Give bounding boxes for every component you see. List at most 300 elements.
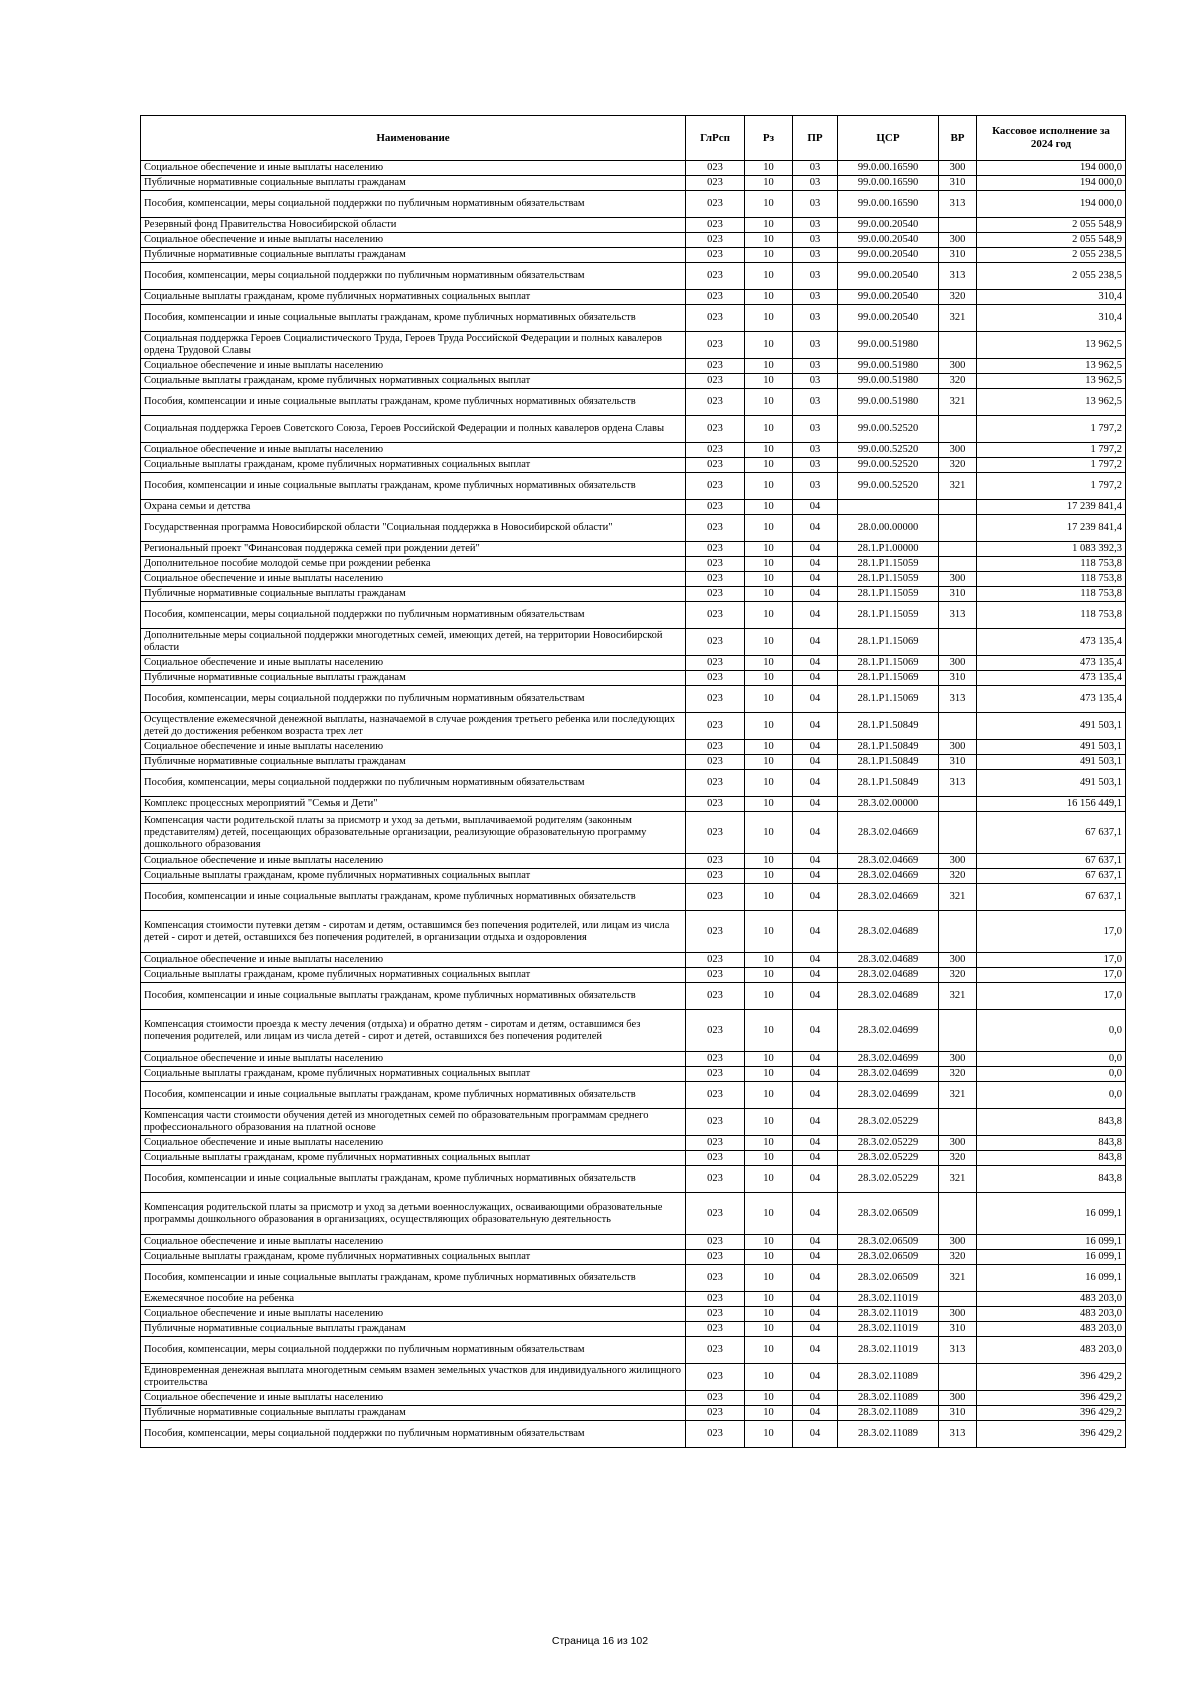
cell-glrsp: 023: [686, 218, 745, 233]
cell-rz: 10: [745, 770, 793, 797]
cell-csr: 28.1.P1.00000: [838, 542, 939, 557]
cell-vr: 320: [939, 374, 977, 389]
cell-csr: 28.3.02.04669: [838, 854, 939, 869]
table-row: [141, 515, 1126, 542]
table-row: [141, 983, 1126, 1010]
cell-csr: 28.3.02.04669: [838, 884, 939, 911]
cell-amount: 118 753,8: [977, 572, 1126, 587]
table-row: [141, 1292, 1126, 1307]
table-row: [141, 1250, 1126, 1265]
cell-pr: 04: [793, 1391, 838, 1406]
cell-glrsp: 023: [686, 1010, 745, 1052]
cell-name: Ежемесячное пособие на ребенка: [141, 1292, 686, 1307]
table-row: [141, 218, 1126, 233]
cell-pr: 04: [793, 1151, 838, 1166]
cell-glrsp: 023: [686, 797, 745, 812]
cell-csr: 99.0.00.51980: [838, 374, 939, 389]
cell-amount: 0,0: [977, 1082, 1126, 1109]
cell-pr: 04: [793, 869, 838, 884]
cell-vr: [939, 557, 977, 572]
cell-csr: 28.1.P1.15059: [838, 587, 939, 602]
cell-glrsp: 023: [686, 458, 745, 473]
cell-csr: 28.1.P1.50849: [838, 740, 939, 755]
table-row: [141, 305, 1126, 332]
cell-name: Социальные выплаты гражданам, кроме публичных нормативных социальных выплат: [141, 458, 686, 473]
header-vr: ВР: [939, 116, 977, 161]
cell-rz: 10: [745, 1250, 793, 1265]
cell-name: Осуществление ежемесячной денежной выплаты, назначаемой в случае рождения третьего ребенка или последующих детей до достижения ребенком возраста трех лет: [141, 713, 686, 740]
table-row: [141, 686, 1126, 713]
cell-amount: 491 503,1: [977, 740, 1126, 755]
table-row: [141, 1307, 1126, 1322]
cell-csr: 28.3.02.11019: [838, 1337, 939, 1364]
table-row: [141, 1235, 1126, 1250]
cell-glrsp: 023: [686, 854, 745, 869]
cell-rz: 10: [745, 656, 793, 671]
cell-pr: 04: [793, 671, 838, 686]
cell-rz: 10: [745, 713, 793, 740]
cell-csr: 28.3.02.06509: [838, 1193, 939, 1235]
cell-vr: 310: [939, 1406, 977, 1421]
cell-rz: 10: [745, 686, 793, 713]
cell-name: Социальное обеспечение и иные выплаты населению: [141, 953, 686, 968]
cell-rz: 10: [745, 263, 793, 290]
table-row: [141, 191, 1126, 218]
cell-pr: 04: [793, 1136, 838, 1151]
cell-rz: 10: [745, 671, 793, 686]
cell-rz: 10: [745, 740, 793, 755]
cell-rz: 10: [745, 443, 793, 458]
cell-vr: 300: [939, 740, 977, 755]
cell-rz: 10: [745, 797, 793, 812]
cell-glrsp: 023: [686, 602, 745, 629]
cell-pr: 04: [793, 1421, 838, 1448]
cell-pr: 03: [793, 248, 838, 263]
cell-vr: 320: [939, 869, 977, 884]
table-body: [141, 161, 1126, 1448]
cell-amount: 2 055 238,5: [977, 248, 1126, 263]
cell-csr: 28.3.02.04699: [838, 1067, 939, 1082]
cell-vr: [939, 500, 977, 515]
header-glrsp: ГлРсп: [686, 116, 745, 161]
cell-rz: 10: [745, 629, 793, 656]
cell-name: Социальное обеспечение и иные выплаты населению: [141, 854, 686, 869]
header-name: Наименование: [141, 116, 686, 161]
cell-csr: 28.1.P1.15069: [838, 686, 939, 713]
cell-glrsp: 023: [686, 290, 745, 305]
cell-pr: 04: [793, 1166, 838, 1193]
cell-rz: 10: [745, 1193, 793, 1235]
cell-pr: 04: [793, 797, 838, 812]
cell-csr: 99.0.00.51980: [838, 332, 939, 359]
cell-pr: 03: [793, 176, 838, 191]
cell-glrsp: 023: [686, 500, 745, 515]
cell-amount: 67 637,1: [977, 869, 1126, 884]
cell-vr: [939, 332, 977, 359]
cell-pr: 04: [793, 1082, 838, 1109]
table-row: [141, 263, 1126, 290]
cell-pr: 04: [793, 587, 838, 602]
cell-rz: 10: [745, 473, 793, 500]
cell-name: Публичные нормативные социальные выплаты гражданам: [141, 248, 686, 263]
table-row: [141, 713, 1126, 740]
cell-vr: 321: [939, 1082, 977, 1109]
cell-vr: 300: [939, 953, 977, 968]
cell-csr: 28.1.P1.15059: [838, 602, 939, 629]
cell-name: Компенсация родительской платы за присмотр и уход за детьми военнослужащих, осваивающими образовательные программы дошкольного образования в организациях, осуществляющих образовательную деятельность: [141, 1193, 686, 1235]
cell-rz: 10: [745, 1109, 793, 1136]
cell-vr: [939, 812, 977, 854]
table-row: [141, 542, 1126, 557]
cell-rz: 10: [745, 191, 793, 218]
cell-name: Дополнительное пособие молодой семье при рождении ребенка: [141, 557, 686, 572]
cell-amount: 491 503,1: [977, 755, 1126, 770]
cell-rz: 10: [745, 416, 793, 443]
cell-vr: 313: [939, 686, 977, 713]
cell-name: Дополнительные меры социальной поддержки многодетных семей, имеющих детей, на территории Новосибирской области: [141, 629, 686, 656]
cell-rz: 10: [745, 968, 793, 983]
cell-csr: 28.3.02.11089: [838, 1364, 939, 1391]
cell-csr: 99.0.00.20540: [838, 305, 939, 332]
cell-csr: 28.3.02.11019: [838, 1307, 939, 1322]
cell-csr: 99.0.00.20540: [838, 233, 939, 248]
cell-vr: [939, 1193, 977, 1235]
cell-glrsp: 023: [686, 869, 745, 884]
header-rz: Рз: [745, 116, 793, 161]
cell-rz: 10: [745, 557, 793, 572]
cell-glrsp: 023: [686, 713, 745, 740]
cell-glrsp: 023: [686, 884, 745, 911]
cell-csr: 28.3.02.04699: [838, 1082, 939, 1109]
cell-amount: 310,4: [977, 305, 1126, 332]
cell-vr: 300: [939, 1235, 977, 1250]
cell-vr: 310: [939, 1322, 977, 1337]
cell-csr: 28.3.02.04699: [838, 1052, 939, 1067]
cell-rz: 10: [745, 1235, 793, 1250]
cell-name: Социальное обеспечение и иные выплаты населению: [141, 656, 686, 671]
cell-rz: 10: [745, 953, 793, 968]
cell-amount: 16 099,1: [977, 1265, 1126, 1292]
cell-amount: 310,4: [977, 290, 1126, 305]
table-row: [141, 557, 1126, 572]
cell-csr: 28.3.02.05229: [838, 1109, 939, 1136]
cell-name: Комплекс процессных мероприятий "Семья и Дети": [141, 797, 686, 812]
cell-vr: 313: [939, 1421, 977, 1448]
table-row: [141, 161, 1126, 176]
table-row: [141, 332, 1126, 359]
cell-amount: 396 429,2: [977, 1391, 1126, 1406]
cell-csr: 28.3.02.06509: [838, 1265, 939, 1292]
cell-vr: [939, 911, 977, 953]
cell-csr: 99.0.00.20540: [838, 263, 939, 290]
cell-rz: 10: [745, 1406, 793, 1421]
cell-amount: 194 000,0: [977, 176, 1126, 191]
cell-glrsp: 023: [686, 1151, 745, 1166]
cell-glrsp: 023: [686, 305, 745, 332]
cell-amount: 13 962,5: [977, 389, 1126, 416]
cell-pr: 04: [793, 968, 838, 983]
cell-vr: 310: [939, 671, 977, 686]
cell-amount: 483 203,0: [977, 1322, 1126, 1337]
table-row: [141, 1166, 1126, 1193]
cell-amount: 843,8: [977, 1109, 1126, 1136]
cell-glrsp: 023: [686, 233, 745, 248]
cell-amount: 843,8: [977, 1166, 1126, 1193]
cell-name: Социальное обеспечение и иные выплаты населению: [141, 1391, 686, 1406]
cell-name: Единовременная денежная выплата многодетным семьям взамен земельных участков для индивидуального жилищного строительства: [141, 1364, 686, 1391]
cell-amount: 16 099,1: [977, 1250, 1126, 1265]
cell-csr: 28.1.P1.15069: [838, 656, 939, 671]
cell-pr: 03: [793, 161, 838, 176]
cell-rz: 10: [745, 500, 793, 515]
cell-csr: 28.1.P1.15069: [838, 629, 939, 656]
cell-pr: 03: [793, 389, 838, 416]
table-row: [141, 1337, 1126, 1364]
cell-rz: 10: [745, 911, 793, 953]
cell-amount: 194 000,0: [977, 191, 1126, 218]
table-row: [141, 458, 1126, 473]
cell-name: Социальные выплаты гражданам, кроме публичных нормативных социальных выплат: [141, 869, 686, 884]
cell-vr: [939, 1109, 977, 1136]
cell-name: Социальные выплаты гражданам, кроме публичных нормативных социальных выплат: [141, 290, 686, 305]
cell-amount: 843,8: [977, 1136, 1126, 1151]
cell-amount: 17,0: [977, 953, 1126, 968]
table-row: [141, 176, 1126, 191]
table-row: [141, 389, 1126, 416]
cell-rz: 10: [745, 1166, 793, 1193]
cell-name: Пособия, компенсации и иные социальные выплаты гражданам, кроме публичных нормативных обязательств: [141, 389, 686, 416]
cell-name: Региональный проект "Финансовая поддержка семей при рождении детей": [141, 542, 686, 557]
cell-name: Компенсация части стоимости обучения детей из многодетных семей по образовательным программам среднего профессионального образования на платной основе: [141, 1109, 686, 1136]
cell-csr: 28.3.02.06509: [838, 1235, 939, 1250]
cell-name: Пособия, компенсации и иные социальные выплаты гражданам, кроме публичных нормативных обязательств: [141, 884, 686, 911]
cell-rz: 10: [745, 1067, 793, 1082]
table-row: [141, 1265, 1126, 1292]
table-row: [141, 1136, 1126, 1151]
cell-name: Социальное обеспечение и иные выплаты населению: [141, 740, 686, 755]
cell-name: Социальное обеспечение и иные выплаты населению: [141, 443, 686, 458]
cell-rz: 10: [745, 218, 793, 233]
cell-csr: 28.3.02.11089: [838, 1406, 939, 1421]
cell-csr: 28.3.02.06509: [838, 1250, 939, 1265]
table-header-row: [141, 116, 1126, 161]
cell-vr: 321: [939, 884, 977, 911]
table-row: [141, 473, 1126, 500]
cell-vr: 300: [939, 1052, 977, 1067]
cell-name: Социальные выплаты гражданам, кроме публичных нормативных социальных выплат: [141, 1067, 686, 1082]
cell-csr: 28.1.P1.15059: [838, 557, 939, 572]
cell-name: Пособия, компенсации, меры социальной поддержки по публичным нормативным обязательствам: [141, 770, 686, 797]
cell-name: Пособия, компенсации, меры социальной поддержки по публичным нормативным обязательствам: [141, 686, 686, 713]
cell-vr: 320: [939, 1250, 977, 1265]
cell-glrsp: 023: [686, 1067, 745, 1082]
cell-amount: 17 239 841,4: [977, 515, 1126, 542]
cell-vr: 300: [939, 161, 977, 176]
cell-name: Социальное обеспечение и иные выплаты населению: [141, 1307, 686, 1322]
cell-glrsp: 023: [686, 629, 745, 656]
header-csr: ЦСР: [838, 116, 939, 161]
cell-pr: 03: [793, 416, 838, 443]
cell-rz: 10: [745, 1136, 793, 1151]
cell-vr: 300: [939, 656, 977, 671]
table-row: [141, 500, 1126, 515]
cell-vr: 320: [939, 290, 977, 305]
cell-pr: 04: [793, 1322, 838, 1337]
cell-amount: 16 099,1: [977, 1235, 1126, 1250]
cell-rz: 10: [745, 233, 793, 248]
cell-glrsp: 023: [686, 389, 745, 416]
cell-vr: [939, 416, 977, 443]
cell-rz: 10: [745, 161, 793, 176]
cell-glrsp: 023: [686, 1166, 745, 1193]
cell-pr: 04: [793, 1406, 838, 1421]
table-row: [141, 911, 1126, 953]
cell-pr: 04: [793, 911, 838, 953]
cell-name: Публичные нормативные социальные выплаты гражданам: [141, 1406, 686, 1421]
cell-pr: 04: [793, 740, 838, 755]
cell-pr: 04: [793, 1250, 838, 1265]
cell-rz: 10: [745, 602, 793, 629]
cell-csr: 28.0.00.00000: [838, 515, 939, 542]
cell-amount: 483 203,0: [977, 1337, 1126, 1364]
cell-vr: 300: [939, 1136, 977, 1151]
cell-amount: 67 637,1: [977, 812, 1126, 854]
cell-csr: 28.3.02.00000: [838, 797, 939, 812]
cell-csr: 99.0.00.20540: [838, 248, 939, 263]
cell-name: Публичные нормативные социальные выплаты гражданам: [141, 176, 686, 191]
cell-vr: 310: [939, 248, 977, 263]
cell-vr: 300: [939, 233, 977, 248]
cell-csr: 99.0.00.16590: [838, 191, 939, 218]
cell-rz: 10: [745, 1322, 793, 1337]
cell-glrsp: 023: [686, 1364, 745, 1391]
cell-rz: 10: [745, 755, 793, 770]
cell-glrsp: 023: [686, 740, 745, 755]
cell-rz: 10: [745, 1337, 793, 1364]
table-row: [141, 1052, 1126, 1067]
cell-pr: 03: [793, 290, 838, 305]
cell-amount: 13 962,5: [977, 332, 1126, 359]
cell-amount: 473 135,4: [977, 671, 1126, 686]
cell-rz: 10: [745, 458, 793, 473]
table-row: [141, 443, 1126, 458]
cell-csr: 99.0.00.52520: [838, 443, 939, 458]
cell-name: Резервный фонд Правительства Новосибирской области: [141, 218, 686, 233]
cell-rz: 10: [745, 983, 793, 1010]
cell-glrsp: 023: [686, 983, 745, 1010]
cell-pr: 04: [793, 602, 838, 629]
cell-csr: 28.3.02.04689: [838, 911, 939, 953]
cell-rz: 10: [745, 1391, 793, 1406]
cell-glrsp: 023: [686, 1391, 745, 1406]
page-number: Страница 16 из 102: [551, 1635, 649, 1647]
cell-pr: 04: [793, 1193, 838, 1235]
cell-pr: 03: [793, 305, 838, 332]
cell-csr: 28.1.P1.50849: [838, 770, 939, 797]
cell-name: Публичные нормативные социальные выплаты гражданам: [141, 587, 686, 602]
cell-pr: 03: [793, 218, 838, 233]
cell-rz: 10: [745, 854, 793, 869]
cell-pr: 04: [793, 572, 838, 587]
cell-name: Публичные нормативные социальные выплаты гражданам: [141, 1322, 686, 1337]
cell-csr: 28.1.P1.50849: [838, 755, 939, 770]
table-row: [141, 416, 1126, 443]
cell-pr: 04: [793, 755, 838, 770]
cell-pr: 04: [793, 1109, 838, 1136]
cell-name: Социальное обеспечение и иные выплаты населению: [141, 572, 686, 587]
cell-amount: 16 156 449,1: [977, 797, 1126, 812]
cell-rz: 10: [745, 359, 793, 374]
cell-name: Социальная поддержка Героев Советского Союза, Героев Российской Федерации и полных кавалеров ордена Славы: [141, 416, 686, 443]
cell-csr: 28.3.02.05229: [838, 1166, 939, 1193]
cell-csr: 28.3.02.04669: [838, 812, 939, 854]
cell-vr: 313: [939, 1337, 977, 1364]
cell-pr: 04: [793, 884, 838, 911]
cell-csr: [838, 500, 939, 515]
cell-vr: 321: [939, 305, 977, 332]
budget-table: [140, 115, 1126, 1448]
cell-csr: 99.0.00.51980: [838, 389, 939, 416]
cell-pr: 04: [793, 1235, 838, 1250]
cell-glrsp: 023: [686, 161, 745, 176]
table-row: [141, 290, 1126, 305]
cell-amount: 843,8: [977, 1151, 1126, 1166]
cell-pr: 04: [793, 1010, 838, 1052]
cell-rz: 10: [745, 176, 793, 191]
cell-vr: [939, 713, 977, 740]
cell-csr: 99.0.00.20540: [838, 218, 939, 233]
cell-name: Публичные нормативные социальные выплаты гражданам: [141, 671, 686, 686]
cell-rz: 10: [745, 1364, 793, 1391]
cell-vr: 300: [939, 1391, 977, 1406]
cell-csr: 28.3.02.04689: [838, 953, 939, 968]
cell-pr: 04: [793, 1307, 838, 1322]
cell-pr: 04: [793, 1292, 838, 1307]
cell-csr: 99.0.00.20540: [838, 290, 939, 305]
cell-name: Социальная поддержка Героев Социалистического Труда, Героев Труда Российской Федерации и полных кавалеров ордена Трудовой Славы: [141, 332, 686, 359]
cell-amount: 17 239 841,4: [977, 500, 1126, 515]
table-row: [141, 1421, 1126, 1448]
cell-glrsp: 023: [686, 191, 745, 218]
cell-amount: 473 135,4: [977, 629, 1126, 656]
cell-rz: 10: [745, 1010, 793, 1052]
cell-name: Компенсация стоимости проезда к месту лечения (отдыха) и обратно детям - сиротам и детям, оставшимся без попечения родителей, или лицам из числа детей - сирот и детей, оставшихся без попечения родителей: [141, 1010, 686, 1052]
table-row: [141, 233, 1126, 248]
cell-pr: 04: [793, 854, 838, 869]
cell-pr: 03: [793, 359, 838, 374]
cell-amount: 0,0: [977, 1010, 1126, 1052]
cell-glrsp: 023: [686, 1337, 745, 1364]
cell-name: Пособия, компенсации, меры социальной поддержки по публичным нормативным обязательствам: [141, 1421, 686, 1448]
cell-name: Социальное обеспечение и иные выплаты населению: [141, 1235, 686, 1250]
cell-vr: 300: [939, 572, 977, 587]
cell-rz: 10: [745, 1052, 793, 1067]
cell-name: Социальное обеспечение и иные выплаты населению: [141, 1136, 686, 1151]
cell-name: Пособия, компенсации и иные социальные выплаты гражданам, кроме публичных нормативных обязательств: [141, 1166, 686, 1193]
cell-name: Компенсация стоимости путевки детям - сиротам и детям, оставшимся без попечения родителей, или лицам из числа детей - сирот и детей, оставшихся без попечения родителей, в организации отдыха и оздоровления: [141, 911, 686, 953]
cell-name: Пособия, компенсации, меры социальной поддержки по публичным нормативным обязательствам: [141, 191, 686, 218]
cell-glrsp: 023: [686, 1250, 745, 1265]
cell-pr: 03: [793, 332, 838, 359]
cell-pr: 03: [793, 458, 838, 473]
cell-pr: 04: [793, 542, 838, 557]
cell-glrsp: 023: [686, 755, 745, 770]
cell-amount: 13 962,5: [977, 374, 1126, 389]
cell-glrsp: 023: [686, 1235, 745, 1250]
cell-amount: 473 135,4: [977, 656, 1126, 671]
cell-name: Социальное обеспечение и иные выплаты населению: [141, 233, 686, 248]
cell-pr: 04: [793, 515, 838, 542]
